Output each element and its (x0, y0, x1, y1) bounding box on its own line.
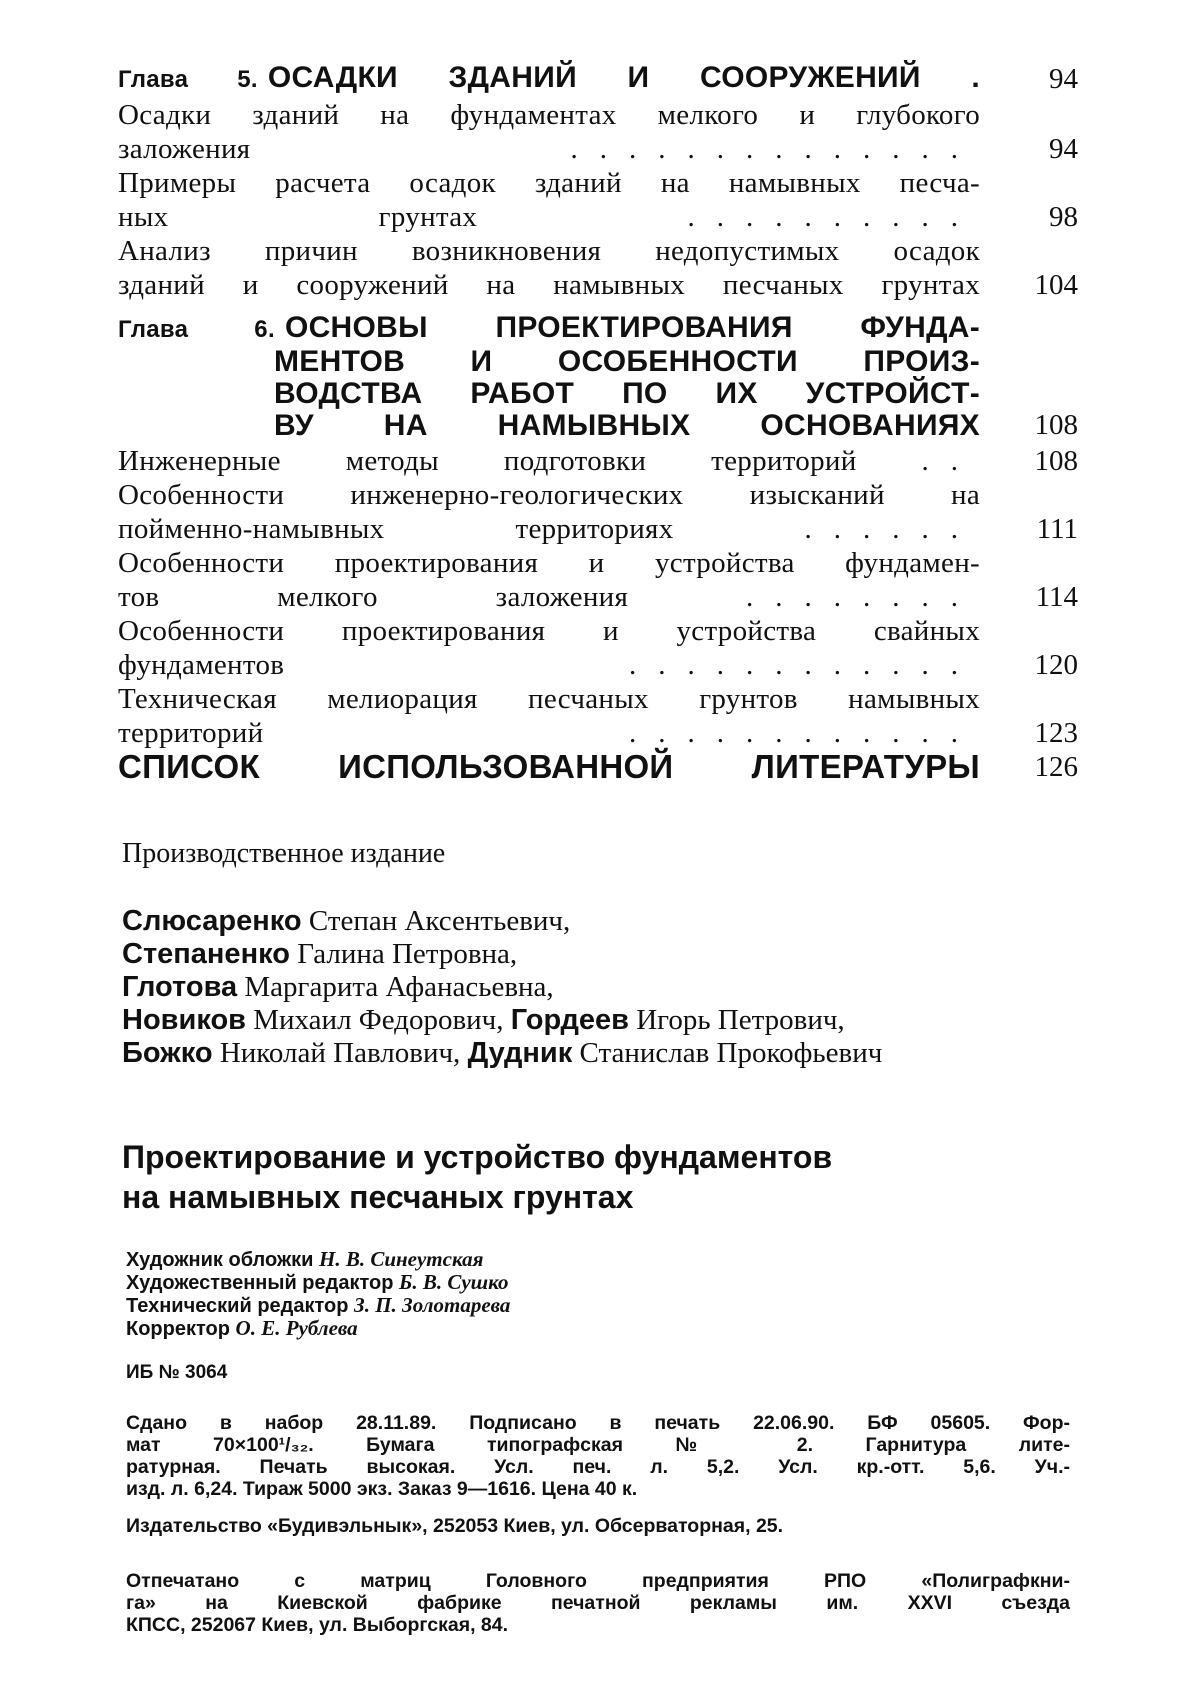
credit-role: Технический редактор (126, 1295, 349, 1317)
publisher-line: Издательство «Будивэльнык», 252053 Киев, ул. Обсерваторная, 25. (126, 1515, 784, 1537)
print-info-line: Сдано в набор 28.11.89. Подписано в печать 22.06.90. БФ 05605. Фор- (126, 1412, 1070, 1434)
toc-chapter-6 (118, 312, 1078, 442)
credit-role: Корректор (126, 1318, 230, 1340)
table-of-contents (118, 62, 1078, 784)
toc-entry (118, 682, 1078, 750)
dot-leader: .............. (570, 133, 980, 165)
author-surname: Слюсаренко (122, 905, 302, 937)
bibliography-page: 126 (1034, 751, 1078, 783)
toc-entry-line: Особенности инженерно-геологических изысканий на (118, 479, 980, 511)
toc-entry (118, 166, 1078, 234)
chapter-5-prefix: Глава 5. (118, 66, 258, 93)
chapter-5-dot: . (971, 61, 981, 94)
author-surname: Глотова (122, 971, 238, 1003)
dot-leader: ............ (629, 717, 980, 749)
chapter-6-title-line: ВУ НА НАМЫВНЫХ ОСНОВАНИЯХ (274, 409, 980, 442)
toc-entry-line: фундаментов (118, 649, 285, 681)
author-name: Маргарита Афанасьевна, (244, 971, 554, 1003)
author (122, 971, 882, 1004)
author-surname: Божко (122, 1037, 213, 1069)
toc-entry-line: Осадки зданий на фундаментах мелкого и глубокого (118, 99, 980, 131)
dot-leader: ...... (804, 513, 980, 545)
toc-page-number: 98 (1049, 201, 1078, 233)
chapter-6-title-line: ОСНОВЫ ПРОЕКТИРОВАНИЯ ФУНДА- (284, 311, 981, 344)
credit-row (126, 1271, 510, 1294)
ib-number: ИБ № 3064 (126, 1362, 228, 1383)
toc-entry-line: Инженерные методы подготовки территорий (118, 445, 857, 477)
toc-bibliography (118, 750, 1078, 784)
author-name: Михаил Федорович, (253, 1004, 504, 1036)
toc-entry-line: ных грунтах (118, 201, 478, 233)
credit-name: Н. В. Синеутская (318, 1247, 484, 1271)
printer-line: КПСС, 252067 Киев, ул. Выборгская, 84. (126, 1614, 509, 1636)
toc-entry-line: Техническая мелиорация песчаных грунтов намывных (118, 683, 980, 715)
credit-name: О. Е. Рублева (235, 1316, 358, 1340)
toc-entry-line: зданий и сооружений на намывных песчаных грунтах (118, 269, 980, 301)
toc-entry (118, 614, 1078, 682)
printer-line: га» на Киевской фабрике печатной рекламы им. XXVI съезда (126, 1592, 1070, 1614)
toc-entry-line: территорий (118, 717, 264, 749)
author (122, 905, 882, 938)
chapter-5-title: ОСАДКИ ЗДАНИЙ И СООРУЖЕНИЙ (267, 61, 921, 94)
author (122, 1037, 882, 1070)
book-title (122, 1137, 832, 1217)
credits (126, 1248, 510, 1340)
author-surname: Новиков (122, 1004, 246, 1036)
toc-entry-line: Особенности проектирования и устройства свайных (118, 615, 980, 647)
print-info-line: мат 70×100¹/₃₂. Бумага типографская № 2. Гарнитура лите- (126, 1434, 1070, 1456)
printer-info (126, 1570, 1070, 1636)
publisher-info (126, 1515, 1070, 1537)
printer-line: Отпечатано с матриц Головного предприятия РПО «Полиграфкни- (126, 1570, 1070, 1592)
dot-leader: .......... (687, 201, 980, 233)
chapter-6-title-line: ВОДСТВА РАБОТ ПО ИХ УСТРОЙСТ- (274, 377, 980, 410)
author-name: Степан Аксентьевич, (308, 905, 571, 937)
toc-page-number: 94 (1049, 133, 1078, 165)
author-name: Игорь Петрович, (636, 1004, 845, 1036)
credit-row (126, 1317, 510, 1340)
toc-entry-line: Примеры расчета осадок зданий на намывных песча- (118, 167, 980, 199)
chapter-5-page: 94 (1049, 63, 1078, 95)
toc-entry (118, 98, 1078, 166)
print-info (126, 1412, 1070, 1500)
author-surname: Дудник (467, 1037, 573, 1069)
print-info-line: изд. л. 6,24. Тираж 5000 экз. Заказ 9—1616. Цена 40 к. (126, 1478, 638, 1500)
author-name: Станислав Прокофьевич (579, 1037, 883, 1069)
toc-chapter-5 (118, 62, 1078, 96)
toc-entry (118, 234, 1078, 302)
toc-entry-line: тов мелкого заложения (118, 581, 629, 613)
toc-entry (118, 478, 1078, 546)
author (122, 938, 882, 971)
credit-row (126, 1248, 510, 1271)
bibliography-title: СПИСОК ИСПОЛЬЗОВАННОЙ ЛИТЕРАТУРЫ (118, 748, 980, 785)
dot-leader: ........ (745, 581, 980, 613)
dot-leader: .. (921, 445, 980, 477)
toc-entry-line: пойменно-намывных территориях (118, 513, 674, 545)
toc-entry (118, 444, 1078, 478)
author-surname: Степаненко (122, 938, 290, 970)
credit-name: З. П. Золотарева (354, 1293, 511, 1317)
toc-entry (118, 546, 1078, 614)
toc-entry-line: Анализ причин возникновения недопустимых осадок (118, 235, 980, 267)
book-title-line: Проектирование и устройство фундаментов (122, 1139, 833, 1175)
credit-role: Художник обложки (126, 1249, 314, 1271)
edition-type: Производственное издание (122, 838, 446, 869)
toc-page-number: 123 (1034, 717, 1078, 749)
authors-list (122, 905, 882, 1070)
credit-name: Б. В. Сушко (398, 1270, 509, 1294)
toc-page-number: 120 (1034, 649, 1078, 681)
chapter-6-page: 108 (1034, 409, 1078, 441)
chapter-6-title-line: МЕНТОВ И ОСОБЕННОСТИ ПРОИЗ- (274, 345, 980, 378)
author-surname: Гордеев (510, 1004, 629, 1036)
author (122, 1004, 882, 1037)
print-info-line: ратурная. Печать высокая. Усл. печ. л. 5,2. Усл. кр.-отт. 5,6. Уч.- (126, 1456, 1070, 1478)
toc-page-number: 114 (1035, 581, 1078, 613)
chapter-6-prefix: Глава 6. (118, 316, 275, 343)
author-name: Николай Павлович, (219, 1037, 461, 1069)
toc-page-number: 111 (1036, 513, 1078, 545)
credit-role: Художественный редактор (126, 1272, 394, 1294)
toc-entry-line: Особенности проектирования и устройства фундамен- (118, 547, 980, 579)
toc-entry-line: заложения (118, 133, 251, 165)
credit-row (126, 1294, 510, 1317)
dot-leader: ............ (629, 649, 980, 681)
book-title-line: на намывных песчаных грунтах (122, 1179, 634, 1215)
toc-page-number: 104 (1034, 269, 1078, 301)
toc-page-number: 108 (1034, 445, 1078, 477)
author-name: Галина Петровна, (297, 938, 518, 970)
